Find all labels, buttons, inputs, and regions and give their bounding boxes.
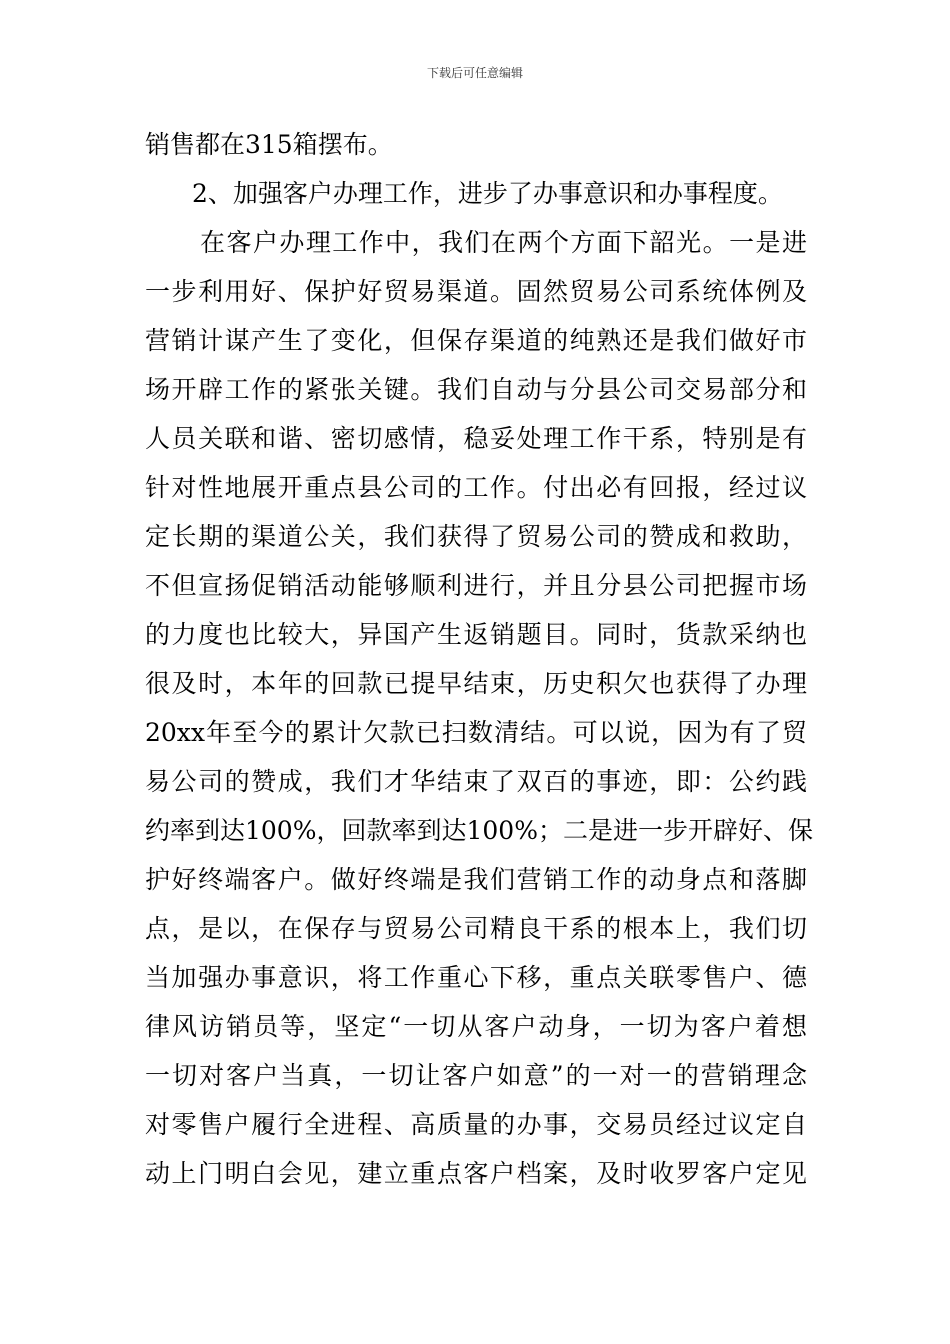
- text-line: 易公司的赞成，我们才华结束了双百的事迹，即：公约践: [145, 767, 807, 796]
- text-line: 针对性地展开重点县公司的工作。付出必有回报，经过议: [145, 473, 807, 502]
- section-heading: 2、加强客户办理工作，进步了办事意识和办事程度。: [192, 179, 783, 208]
- text-line: 很及时，本年的回款已提早结束，历史积欠也获得了办理: [145, 669, 807, 698]
- text-line: 不但宣扬促销活动能够顺利进行，并且分县公司把握市场: [145, 571, 807, 600]
- text-line: 定长期的渠道公关，我们获得了贸易公司的赞成和救助，: [145, 522, 807, 551]
- text-line: 20xx年至今的累计欠款已扫数清结。可以说，因为有了贸: [145, 718, 807, 747]
- text-line: 人员关联和谐、密切感情，稳妥处理工作干系，特别是有: [145, 424, 807, 453]
- text-line: 点，是以，在保存与贸易公司精良干系的根本上，我们切: [145, 914, 807, 943]
- text-line: 一切对客户当真，一切让客户如意”的一对一的营销理念: [145, 1061, 807, 1090]
- text-line: 护好终端客户。做好终端是我们营销工作的动身点和落脚: [145, 865, 807, 894]
- page-header: 下载后可任意编辑: [426, 66, 523, 80]
- document-body: [145, 120, 813, 1198]
- text-line: 动上门明白会见，建立重点客户档案，及时收罗客户定见: [145, 1159, 807, 1188]
- text-line: 的力度也比较大，异国产生返销题目。同时，货款采纳也: [145, 620, 807, 649]
- text-line: 律风访销员等，坚定“一切从客户动身，一切为客户着想: [145, 1012, 807, 1041]
- text-line: 销售都在315箱摆布。: [145, 130, 393, 159]
- text-line: 一步利用好、保护好贸易渠道。固然贸易公司系统体例及: [145, 277, 807, 306]
- text-line: 营销计谋产生了变化，但保存渠道的纯熟还是我们做好市: [145, 326, 807, 355]
- text-line: 在客户办理工作中，我们在两个方面下韶光。一是进: [200, 228, 807, 257]
- text-line: 约率到达100%，回款率到达100%；二是进一步开辟好、保: [145, 816, 813, 845]
- text-line: 场开辟工作的紧张关键。我们自动与分县公司交易部分和: [145, 375, 807, 404]
- text-line: 对零售户履行全进程、高质量的办事，交易员经过议定自: [145, 1110, 807, 1139]
- text-line: 当加强办事意识，将工作重心下移，重点关联零售户、德: [145, 963, 807, 992]
